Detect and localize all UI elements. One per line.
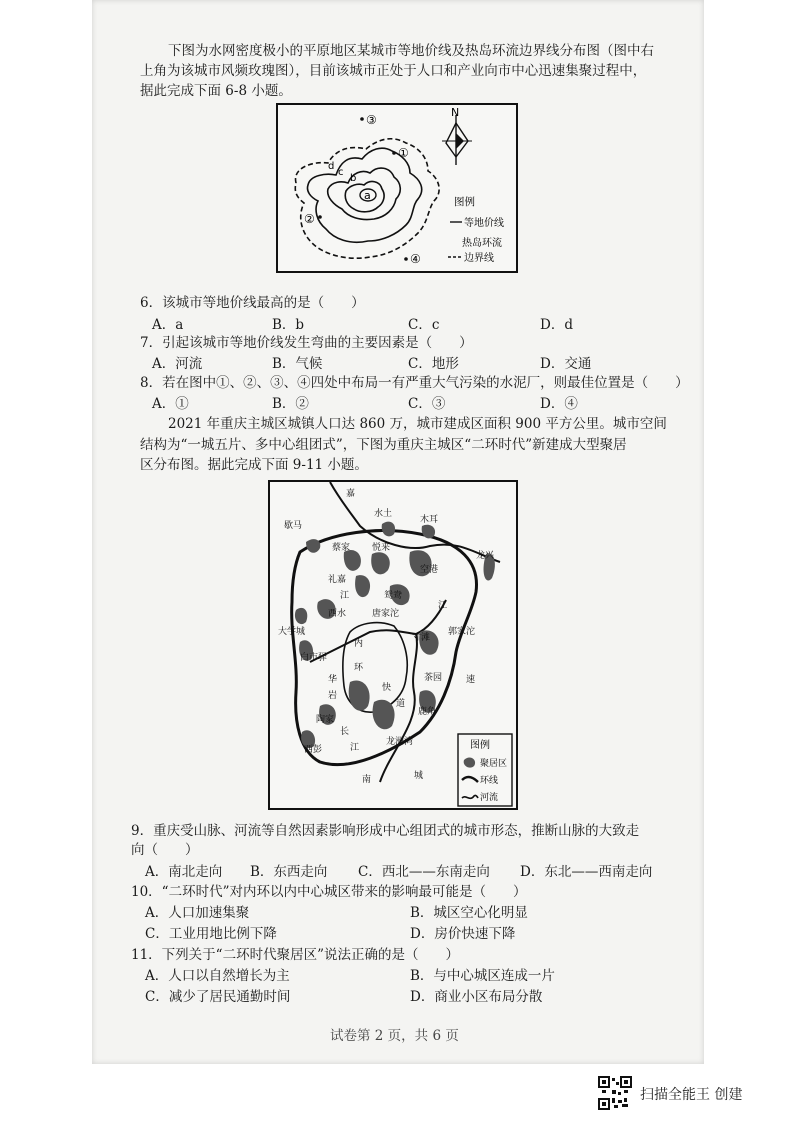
label-shuitu: 水土 [374, 509, 393, 519]
label-c: c [338, 167, 344, 178]
intro1-line2: 上角为该城市风频玫瑰图），目前该城市正处于人口和产业向市中心迅速集聚过程中， [140, 63, 647, 79]
qr-code-icon [598, 1076, 632, 1110]
site-1: ① [398, 146, 409, 160]
q11-option-a[interactable]: A．人口以自然增长为主 [145, 968, 290, 984]
q11-option-c[interactable]: C．减少了居民通勤时间 [145, 989, 291, 1005]
q8-option-b[interactable]: B．② [272, 396, 309, 412]
label-jiang-2: 江 [438, 601, 448, 611]
chongqing-settlement-map [268, 480, 518, 810]
label-b: b [350, 173, 357, 184]
q9-option-a[interactable]: A．南北走向 [145, 864, 223, 880]
label-muer: 木耳 [420, 515, 439, 525]
label-cuntan: 寸滩 [412, 633, 431, 643]
q11-stem: 11．下列关于“二环时代聚居区”说法正确的是（ ） [131, 947, 459, 963]
label-nan: 南 [362, 775, 372, 785]
map2-legend-ring: 环线 [480, 776, 499, 786]
q9-option-d[interactable]: D．东北——西南走向 [520, 864, 653, 880]
q6-option-c[interactable]: C．c [408, 317, 440, 333]
q9-option-b[interactable]: B．东西走向 [250, 864, 328, 880]
q6-stem: 6．该城市等地价线最高的是（ ） [140, 295, 365, 311]
q10-stem: 10．“二环时代”对内环以内中心城区带来的影响最可能是（ ） [131, 884, 527, 900]
legend-boundary-1: 热岛环流 [462, 238, 502, 249]
q7-option-c[interactable]: C．地形 [408, 356, 459, 372]
q8-stem: 8．若在图中①、②、③、④四处中布局一有严重大气污染的水泥厂，则最佳位置是（ ） [140, 375, 689, 391]
site-4: ④ [410, 252, 421, 266]
label-huan: 环 [354, 663, 364, 673]
site-3: ③ [366, 113, 377, 127]
land-price-map-svg [278, 105, 516, 271]
label-su: 速 [466, 675, 476, 685]
label-d: d [328, 161, 335, 172]
label-nei: 内 [354, 639, 364, 649]
north-label: N [451, 106, 460, 119]
land-price-map [276, 103, 518, 273]
page-footer: 试卷第 2 页，共 6 页 [330, 1028, 459, 1044]
label-longzhouwan: 龙洲湾 [386, 737, 414, 747]
label-dao: 道 [396, 699, 406, 709]
label-xiema: 歇马 [284, 521, 303, 531]
map2-legend-settlement: 聚居区 [480, 759, 508, 769]
label-chang: 长 [340, 727, 350, 737]
map2-legend-river: 河流 [480, 793, 499, 803]
q7-option-a[interactable]: A．河流 [152, 356, 203, 372]
q9-option-c[interactable]: C．西北——东南走向 [358, 864, 490, 880]
label-caijia: 蔡家 [332, 543, 351, 553]
map2-legend-title: 图例 [470, 740, 490, 751]
label-jiang-1: 江 [340, 591, 350, 601]
label-konggang: 空港 [420, 565, 439, 575]
chongqing-map-svg [270, 482, 516, 808]
intro1-line1: 下图为水网密度极小的平原地区某城市等地价线及热岛环流边界线分布图（图中右 [168, 43, 654, 59]
intro2-line1: 2021 年重庆主城区城镇人口达 860 万，城市建成区面积 900 平方公里。城市空间 [168, 416, 667, 432]
label-a: a [364, 189, 371, 202]
q9-stem-2: 向（ ） [131, 842, 199, 858]
label-cheng: 城 [414, 771, 424, 781]
legend-title: 图例 [454, 196, 475, 208]
intro1-line3: 据此完成下面 6-8 小题。 [140, 83, 292, 99]
label-daxuecheng: 大学城 [278, 627, 306, 637]
label-yan: 岩 [328, 691, 338, 701]
label-lujiao: 鹿角 [418, 707, 437, 717]
label-yuelai: 悦来 [372, 543, 391, 553]
label-tangjiatuo: 唐家沱 [372, 609, 400, 619]
q8-option-c[interactable]: C．③ [408, 396, 446, 412]
q6-option-b[interactable]: B．b [272, 317, 305, 333]
legend-contour: 等地价线 [464, 218, 504, 229]
label-kuai: 快 [382, 683, 392, 693]
q11-option-b[interactable]: B．与中心城区连成一片 [410, 968, 555, 984]
label-longxing: 龙兴 [476, 551, 495, 561]
label-jiang-3: 江 [350, 743, 360, 753]
label-chayuan: 茶园 [424, 673, 443, 683]
q6-option-a[interactable]: A．a [152, 317, 184, 333]
q7-option-b[interactable]: B．气候 [272, 356, 323, 372]
q10-option-b[interactable]: B．城区空心化明显 [410, 905, 528, 921]
label-xishui: 西水 [328, 609, 347, 619]
scanner-credit: 扫描全能王 创建 [640, 1087, 743, 1103]
q10-option-a[interactable]: A．人口加速集聚 [145, 905, 250, 921]
label-yuanyang: 鸳鸯 [384, 591, 403, 601]
intro2-line3: 区分布图。据此完成下面 9-11 小题。 [140, 457, 368, 473]
q8-option-d[interactable]: D．④ [540, 396, 578, 412]
label-hua: 华 [328, 675, 338, 685]
q7-stem: 7．引起该城市等地价线发生弯曲的主要因素是（ ） [140, 335, 473, 351]
wind-rose-icon [442, 115, 472, 165]
label-lijia: 礼嘉 [328, 575, 347, 585]
q10-option-d[interactable]: D．房价快速下降 [410, 926, 516, 942]
label-jia: 嘉 [346, 489, 356, 499]
q10-option-c[interactable]: C．工业用地比例下降 [145, 926, 277, 942]
q6-option-d[interactable]: D．d [540, 317, 573, 333]
label-baishiyi: 白市驿 [300, 653, 328, 663]
label-xipeng: 西彭 [304, 745, 323, 755]
river-north [330, 482, 500, 562]
label-taojia: 陶家 [316, 715, 335, 725]
legend-boundary-2: 边界线 [464, 253, 494, 264]
intro2-line2: 结构为“一城五片、多中心组团式”，下图为重庆主城区“二环时代”新建成大型聚居 [140, 437, 627, 453]
site-2: ② [304, 212, 315, 226]
label-guojiatuo: 郭家沱 [448, 627, 476, 637]
q8-option-a[interactable]: A．① [152, 396, 189, 412]
q11-option-d[interactable]: D．商业小区布局分散 [410, 989, 543, 1005]
q7-option-d[interactable]: D．交通 [540, 356, 592, 372]
q9-stem-1: 9．重庆受山脉、河流等自然因素影响形成中心组团式的城市形态，推断山脉的大致走 [131, 823, 640, 839]
